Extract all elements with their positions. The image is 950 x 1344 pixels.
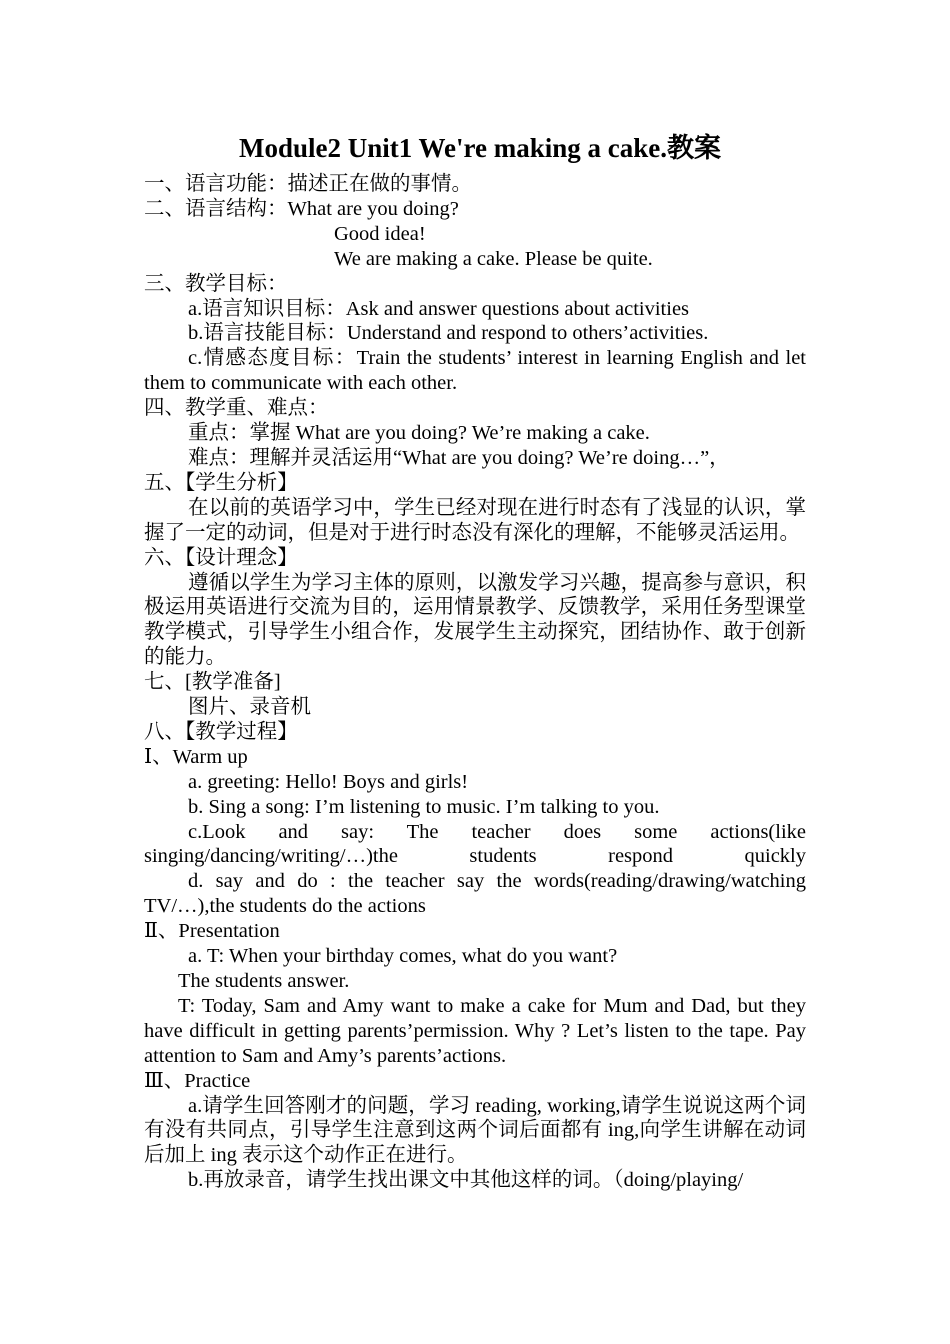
section-3-heading: 三、教学目标：	[144, 272, 288, 295]
warm-up-a: a. greeting: Hello! Boys and girls!	[188, 770, 469, 793]
warm-up-b: b. Sing a song: I’m listening to music. I’m talking to you.	[188, 795, 660, 818]
goal-c: c.情感态度目标：Train the students’ interest in learning English and let them to communicate with each other.	[144, 347, 812, 395]
section-6-heading: 六、【设计理念】	[144, 546, 298, 569]
key-point: 重点：掌握 What are you doing? We’re making a cake.	[188, 422, 650, 445]
document-title: Module2 Unit1 We're making a cake.教案	[238, 133, 721, 163]
presentation-heading: Ⅱ、Presentation	[144, 920, 280, 943]
section-4-heading: 四、教学重、难点：	[144, 397, 329, 420]
section-2-line-2: Good idea!	[334, 222, 426, 245]
teaching-materials: 图片、录音机	[188, 696, 311, 719]
presentation-teacher: T: Today, Sam and Amy want to make a cake for Mum and Dad, but they have difficult in getting parents’permission. Why ? Let’s listen to the tape. Pay attention to Sam and Amy’s parents’actions.	[144, 994, 812, 1067]
warm-up-heading: Ⅰ、Warm up	[144, 745, 248, 768]
warm-up-c: c.Look and say: The teacher does some actions(like singing/dancing/writing/…)the students respond quickly	[144, 820, 812, 868]
section-1-language-function: 一、语言功能：描述正在做的事情。	[144, 173, 472, 195]
goal-a: a.语言知识目标：Ask and answer questions about activities	[188, 297, 690, 320]
difficult-point: 难点：理解并灵活运用“What are you doing? We’re doing…”，	[188, 446, 730, 469]
practice-a: a.请学生回答刚才的问题，学习 reading, working,请学生说说这两个词有没有共同点，引导学生注意到这两个词后面都有 ing,向学生讲解在动词后加上 ing 表示这个动作正在进行。	[144, 1094, 806, 1167]
goal-b: b.语言技能目标：Understand and respond to others’activities.	[188, 322, 709, 345]
section-2-line-3: We are making a cake. Please be quite.	[334, 247, 653, 270]
document-page	[144, 128, 812, 1193]
section-2-heading: 二、语言结构：What are you doing?	[144, 197, 459, 220]
section-5-heading: 五、【学生分析】	[144, 471, 298, 494]
design-concept: 遵循以学生为学习主体的原则，以激发学习兴趣，提高参与意识，积极运用英语进行交流为目的，运用情景教学、反馈教学，采用任务型课堂教学模式，引导学生小组合作，发展学生主动探究，团结协作、敢于创新的能力。	[144, 571, 806, 669]
presentation-answer: The students answer.	[178, 970, 350, 992]
practice-heading: Ⅲ、Practice	[144, 1069, 251, 1092]
practice-b: b.再放录音，请学生找出课文中其他这样的词。（doing/playing/	[188, 1169, 744, 1192]
section-7-heading: 七、[教学准备]	[144, 671, 281, 694]
section-8-heading: 八、【教学过程】	[144, 720, 298, 743]
warm-up-d: d. say and do : the teacher say the words(reading/drawing/watching TV/…),the students do the actions	[144, 870, 811, 918]
presentation-a: a. T: When your birthday comes, what do you want?	[188, 945, 618, 968]
student-analysis: 在以前的英语学习中，学生已经对现在进行时态有了浅显的认识，掌握了一定的动词，但是对于进行时态没有深化的理解，不能够灵活运用。	[144, 496, 806, 544]
